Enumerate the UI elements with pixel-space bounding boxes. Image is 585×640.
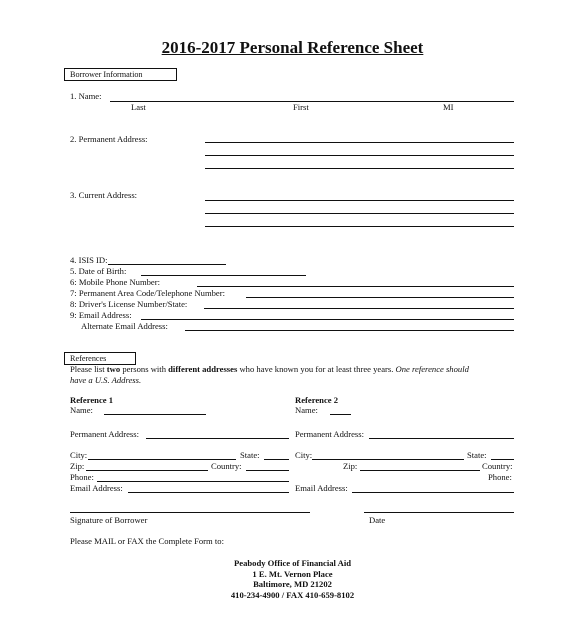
office-name: Peabody Office of Financial Aid: [234, 558, 351, 568]
instr-text-3: who have known you for at least three years.: [239, 364, 394, 374]
instr-two: two: [106, 364, 121, 374]
email-label: 9: Email Address:: [70, 310, 132, 320]
mail-instructions: Please MAIL or FAX the Complete Form to:: [70, 536, 224, 546]
instr-italic-1: One reference should: [395, 364, 469, 374]
permanent-phone-label: 7: Permanent Area Code/Telephone Number:: [70, 288, 225, 298]
drivers-license-field[interactable]: [204, 308, 514, 309]
references-section-label: References: [64, 352, 136, 365]
name-mi-caption: MI: [443, 102, 454, 112]
instr-text-2: persons with: [122, 364, 166, 374]
dob-field[interactable]: [141, 275, 306, 276]
ref1-state-field[interactable]: [264, 459, 289, 460]
name-first-caption: First: [293, 102, 309, 112]
name-last-caption: Last: [131, 102, 146, 112]
isis-id-label: 4. ISIS ID:: [70, 255, 108, 265]
ref2-city-label: City:: [295, 450, 313, 460]
current-address-line-1[interactable]: [205, 200, 514, 201]
current-address-line-2[interactable]: [205, 213, 514, 214]
ref2-state-field[interactable]: [491, 459, 514, 460]
permanent-phone-field[interactable]: [246, 297, 514, 298]
ref1-country-field[interactable]: [246, 470, 289, 471]
drivers-license-label: 8: Driver's License Number/State:: [70, 299, 188, 309]
mobile-phone-label: 6: Mobile Phone Number:: [70, 277, 160, 287]
ref2-state-label: State:: [467, 450, 487, 460]
ref1-zip-field[interactable]: [86, 470, 208, 471]
references-instructions: [70, 365, 469, 374]
ref1-city-field[interactable]: [88, 459, 236, 460]
ref2-city-field[interactable]: [312, 459, 464, 460]
alt-email-field[interactable]: [185, 330, 514, 331]
date-field[interactable]: [364, 512, 514, 513]
ref2-phone-label: Phone:: [488, 472, 512, 482]
current-address-label: 3. Current Address:: [70, 190, 138, 200]
instr-different-addresses: different addresses: [168, 364, 238, 374]
ref1-name-field[interactable]: [104, 414, 206, 415]
signature-label: Signature of Borrower: [70, 515, 148, 525]
ref1-permanent-address-field[interactable]: [146, 438, 289, 439]
borrower-section-label: Borrower Information: [64, 68, 177, 81]
reference-2-heading: Reference 2: [295, 395, 339, 405]
ref1-zip-label: Zip:: [70, 461, 85, 471]
permanent-address-line-1[interactable]: [205, 142, 514, 143]
office-city: Baltimore, MD 21202: [253, 579, 332, 589]
mobile-phone-field[interactable]: [197, 286, 514, 287]
ref2-permanent-address-label: Permanent Address:: [295, 429, 364, 439]
signature-field[interactable]: [70, 512, 310, 513]
instr-italic-2: have a U.S. Address.: [70, 375, 142, 385]
office-phone-fax: 410-234-4900 / FAX 410-659-8102: [230, 590, 355, 600]
ref1-country-label: Country:: [211, 461, 242, 471]
ref2-email-field[interactable]: [352, 492, 514, 493]
permanent-address-line-3[interactable]: [205, 168, 514, 169]
office-street: 1 E. Mt. Vernon Place: [252, 569, 333, 579]
ref2-name-field[interactable]: [330, 414, 351, 415]
ref1-state-label: State:: [240, 450, 260, 460]
ref1-permanent-address-label: Permanent Address:: [70, 429, 139, 439]
ref2-zip-field[interactable]: [360, 470, 480, 471]
ref1-email-field[interactable]: [128, 492, 289, 493]
dob-label: 5. Date of Birth:: [70, 266, 127, 276]
ref2-email-label: Email Address:: [295, 483, 348, 493]
permanent-address-line-2[interactable]: [205, 155, 514, 156]
isis-id-field[interactable]: [108, 264, 226, 265]
ref1-email-label: Email Address:: [70, 483, 123, 493]
ref2-country-label: Country:: [482, 461, 513, 471]
permanent-address-label: 2. Permanent Address:: [70, 134, 148, 144]
page-title: 2016-2017 Personal Reference Sheet: [161, 38, 424, 57]
ref1-city-label: City:: [70, 450, 88, 460]
ref2-name-label: Name:: [295, 405, 318, 415]
reference-1-heading: Reference 1: [70, 395, 114, 405]
email-field[interactable]: [141, 319, 514, 320]
date-label: Date: [369, 515, 386, 525]
alt-email-label: Alternate Email Address:: [81, 321, 168, 331]
ref1-phone-label: Phone:: [70, 472, 94, 482]
ref2-permanent-address-field[interactable]: [369, 438, 514, 439]
name-label: 1. Name:: [70, 91, 102, 101]
current-address-line-3[interactable]: [205, 226, 514, 227]
ref2-zip-label: Zip:: [343, 461, 358, 471]
ref1-phone-field[interactable]: [97, 481, 289, 482]
ref1-name-label: Name:: [70, 405, 93, 415]
instr-text-1: Please list: [70, 364, 105, 374]
